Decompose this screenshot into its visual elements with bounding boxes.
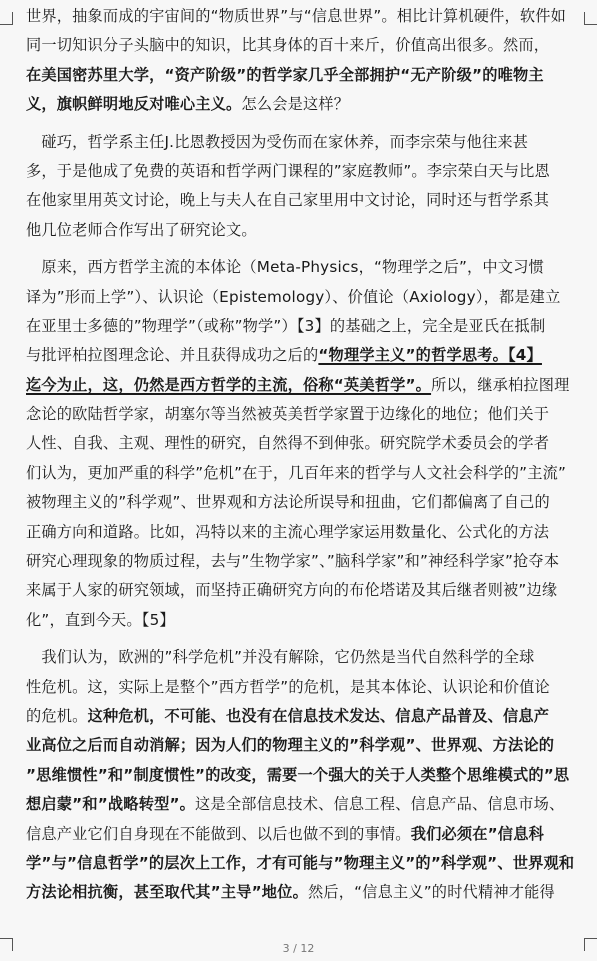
text-segment: 这是全部信息技术、信息工程、信息产品、信息市场、	[195, 795, 565, 814]
text-line	[26, 31, 582, 60]
text-line	[26, 283, 582, 312]
bold-text-segment: “物理学主义”的哲学思考。【4】	[318, 346, 542, 365]
text-line	[26, 2, 582, 31]
bold-text-segment: 业高位之后而自动消解；因为人们的物理主义的”科学观”、世界观、方法论的	[26, 736, 555, 755]
text-segment: 多，于是他成了免费的英语和哲学两门课程的”家庭教师”。李宗荣白天与比恩	[26, 161, 550, 180]
crop-mark-top-left	[0, 12, 13, 25]
bold-text-segment: 迄今为止，这，仍然是西方哲学的主流，俗称“英美哲学”。	[26, 375, 432, 394]
text-segment: 与批评柏拉图理念论、并且获得成功之后的	[26, 346, 319, 365]
text-segment: 被物理主义的”科学观”、世界观和方法论所误导和扭曲，它们都偏离了自己的	[26, 493, 550, 512]
text-line	[26, 488, 582, 517]
text-segment: 原来，西方哲学主流的本体论（Meta-Physics，“物理学之后”，中文习惯	[26, 258, 544, 277]
bold-text-segment: 义，旗帜鲜明地反对唯心主义。	[26, 95, 242, 114]
text-line	[26, 547, 582, 576]
text-line	[26, 90, 582, 119]
text-line	[26, 878, 582, 907]
text-segment: 所以，继承柏拉图理	[431, 375, 570, 394]
text-line	[26, 128, 582, 157]
text-segment: 信息产业它们自身现在不能做到、以后也做不到的事情。	[26, 824, 411, 843]
bold-text-segment: 我们必须在”信息科	[410, 824, 544, 843]
text-line	[26, 761, 582, 790]
text-line	[26, 429, 582, 458]
text-segment: 来属于人家的研究领域，而坚持正确研究方向的布伦塔诺及其后继者则被”边缘	[26, 581, 558, 600]
text-line	[26, 702, 582, 731]
text-segment: 化”，直到今天。【5】	[26, 610, 175, 629]
crop-mark-top-right	[584, 12, 597, 25]
text-segment: 念论的欧陆哲学家，胡塞尔等当然被英美哲学家置于边缘化的地位；他们关于	[26, 405, 550, 424]
text-line	[26, 341, 582, 370]
text-segment: 我们认为，欧洲的”科学危机”并没有解除，它仍然是当代自然科学的全球	[26, 648, 535, 667]
document-body	[26, 2, 582, 908]
page-number: 3 / 12	[282, 942, 315, 955]
paragraph-gap	[26, 635, 582, 643]
text-line	[26, 849, 582, 878]
text-segment: 他几位老师合作写出了研究论文。	[26, 220, 257, 239]
text-line	[26, 371, 582, 400]
text-line	[26, 576, 582, 605]
text-line	[26, 253, 582, 282]
text-segment: 碰巧，哲学系主任J.比恩教授因为受伤而在家休养，而李宗荣与他往来甚	[26, 132, 529, 151]
bold-text-segment: 这种危机，不可能、也没有在信息技术发达、信息产品普及、信息产	[87, 706, 550, 725]
text-segment: 的危机。	[26, 706, 88, 725]
text-line	[26, 400, 582, 429]
text-line	[26, 673, 582, 702]
bold-text-segment: 想启蒙”和”战略转型”。	[26, 795, 196, 814]
text-line	[26, 312, 582, 341]
text-segment: 们认为，更加严重的科学”危机”在于，几百年来的哲学与人文社会科学的”主流”	[26, 463, 567, 482]
text-line	[26, 157, 582, 186]
text-segment: 正确方向和道路。比如，冯特以来的主流心理学家运用数量化、公式化的方法	[26, 522, 550, 541]
text-line	[26, 790, 582, 819]
text-segment: 在他家里用英文讨论，晚上与夫人在自己家里用中文讨论，同时还与哲学系其	[26, 191, 550, 210]
bold-text-segment: ”思维惯性”和”制度惯性”的改变，需要一个强大的关于人类整个思维模式的”思	[26, 765, 570, 784]
paragraph-gap	[26, 120, 582, 128]
text-segment: 译为”形而上学”）、认识论（Epistemology）、价值论（Axiology），都是建立	[26, 287, 561, 306]
bold-text-segment: 方法论相抗衡，甚至取代其”主导”地位。	[26, 883, 308, 902]
text-line	[26, 459, 582, 488]
text-line	[26, 820, 582, 849]
bold-text-segment: 学”与”信息哲学”的层次上工作，才有可能与”物理主义”的”科学观”、世界观和	[26, 853, 575, 872]
text-line	[26, 216, 582, 245]
text-line	[26, 186, 582, 215]
text-line	[26, 643, 582, 672]
bold-text-segment: 在美国密苏里大学，“资产阶级”的哲学家几乎全部拥护“无产阶级”的唯物主	[26, 65, 544, 84]
text-line	[26, 518, 582, 547]
text-line	[26, 61, 582, 90]
text-segment: 性危机。这，实际上是整个”西方哲学”的危机，是其本体论、认识论和价值论	[26, 677, 550, 696]
text-segment: 怎么会是这样？	[241, 95, 350, 114]
text-line	[26, 731, 582, 760]
text-line	[26, 606, 582, 635]
text-segment: 世界，抽象而成的宇宙间的“物质世界”与“信息世界”。相比计算机硬件，软件如	[26, 7, 567, 25]
text-segment: 然后，“信息主义”的时代精神才能得	[307, 883, 555, 902]
text-segment: 研究心理现象的物质过程，去与”生物学家”、”脑科学家”和”神经科学家”抢夺本	[26, 552, 560, 571]
text-segment: 人性、自我、主观、理性的研究，自然得不到伸张。研究院学术委员会的学者	[26, 434, 550, 453]
text-segment: 在亚里士多德的”物理学”（或称”物学”）【3】的基础之上，完全是亚氏在抵制	[26, 316, 546, 335]
paragraph-gap	[26, 245, 582, 253]
text-segment: 同一切知识分子头脑中的知识，比其身体的百十来斤，价值高出很多。然而，	[26, 36, 550, 55]
